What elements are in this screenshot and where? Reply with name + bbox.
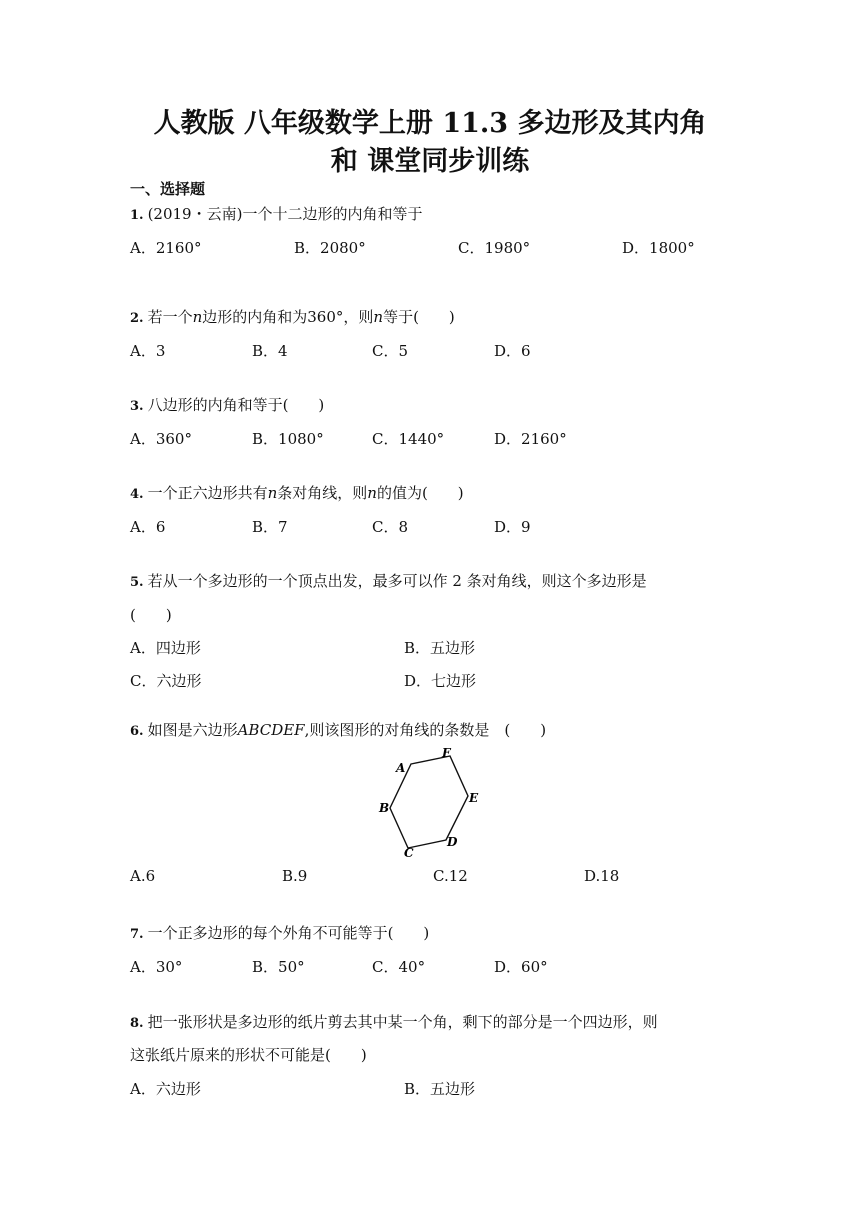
option-b[interactable]: B．五边形 [404, 1080, 476, 1098]
option-a[interactable]: A．四边形 [130, 639, 201, 657]
question-text: 条对角线，则 [277, 484, 368, 502]
section-heading: 一、选择题 [130, 180, 206, 198]
variable-n: n [192, 308, 203, 326]
question-text: 边形的内角和为360°，则 [202, 308, 374, 326]
question-text: (2019・云南)一个十二边形的内角和等于 [147, 205, 423, 223]
variable-n: n [367, 484, 377, 502]
option-a[interactable]: A．2160° [130, 239, 202, 257]
page-title-continued: 和 课堂同步训练 [330, 146, 530, 177]
option-a[interactable]: A.6 [130, 867, 156, 885]
option-c[interactable]: C．5 [372, 342, 409, 360]
option-b[interactable]: B．五边形 [404, 639, 476, 657]
variable-n: n [373, 308, 384, 326]
option-d[interactable]: D．2160° [494, 430, 567, 448]
question-3 [130, 394, 324, 415]
question-number: 4. [130, 487, 144, 502]
question-7 [130, 922, 429, 943]
vertex-label-e: E [469, 791, 479, 805]
option-c[interactable]: C．1440° [372, 430, 445, 448]
question-number: 3. [130, 399, 144, 414]
variable-n: n [267, 484, 278, 502]
question-text: 把一张形状是多边形的纸片剪去其中某一个角，剩下的部分是一个四边形，则 [147, 1013, 658, 1031]
question-5 [130, 570, 647, 591]
question-number: 2. [130, 311, 144, 326]
option-b[interactable]: B．4 [252, 342, 288, 360]
question-text: 的值为( ) [376, 484, 464, 502]
question-text: 若从一个多边形的一个顶点出发，最多可以作 2 条对角线，则这个多边形是 [147, 572, 647, 590]
question-text: 等于( ) [383, 308, 455, 326]
option-b[interactable]: B．1080° [252, 430, 324, 448]
option-b[interactable]: B．7 [252, 518, 288, 536]
option-d[interactable]: D．60° [494, 958, 548, 976]
option-c[interactable]: C．六边形 [130, 672, 202, 690]
question-number: 5. [130, 575, 144, 590]
option-a[interactable]: A．6 [130, 518, 166, 536]
question-6 [130, 719, 546, 740]
vertex-label-d: D [447, 835, 458, 849]
question-8-continued: 这张纸片原来的形状不可能是( ) [130, 1046, 367, 1064]
question-text: ,则该图形的对角线的条数是 ( ) [304, 721, 547, 739]
option-b[interactable]: B．50° [252, 958, 305, 976]
question-number: 8. [130, 1016, 144, 1031]
question-2 [130, 306, 455, 327]
option-c[interactable]: C．1980° [458, 239, 531, 257]
option-d[interactable]: D．七边形 [404, 672, 477, 690]
option-a[interactable]: A．30° [130, 958, 183, 976]
option-a[interactable]: A．360° [130, 430, 192, 448]
option-c[interactable]: C．8 [372, 518, 409, 536]
option-b[interactable]: B．2080° [294, 239, 366, 257]
hexagon-figure [370, 742, 490, 866]
hexagon-name: ABCDEF [237, 721, 305, 739]
question-text: 如图是六边形 [147, 721, 238, 739]
option-b[interactable]: B.9 [282, 867, 308, 885]
option-d[interactable]: D．1800° [622, 239, 695, 257]
vertex-label-f: F [442, 746, 451, 760]
vertex-label-b: B [379, 801, 390, 815]
question-4 [130, 482, 464, 503]
option-a[interactable]: A．3 [130, 342, 166, 360]
question-text: 一个正六边形共有 [147, 484, 268, 502]
option-a[interactable]: A．六边形 [130, 1080, 201, 1098]
vertex-label-a: A [396, 761, 406, 775]
question-1 [130, 203, 422, 224]
question-text: 若一个 [147, 308, 193, 326]
vertex-label-c: C [404, 846, 414, 860]
question-text: 一个正多边形的每个外角不可能等于( ) [147, 924, 430, 942]
question-number: 7. [130, 927, 144, 942]
question-8 [130, 1011, 658, 1032]
option-d[interactable]: D．6 [494, 342, 531, 360]
option-d[interactable]: D.18 [584, 867, 620, 885]
page-title: 人教版 八年级数学上册 11.3 多边形及其内角 [153, 108, 707, 139]
question-text: 八边形的内角和等于( ) [147, 396, 325, 414]
question-number: 1. [130, 208, 144, 223]
option-c[interactable]: C．40° [372, 958, 426, 976]
option-c[interactable]: C.12 [433, 867, 468, 885]
question-5-continued: ( ) [130, 606, 172, 624]
option-d[interactable]: D．9 [494, 518, 531, 536]
question-number: 6. [130, 724, 144, 739]
